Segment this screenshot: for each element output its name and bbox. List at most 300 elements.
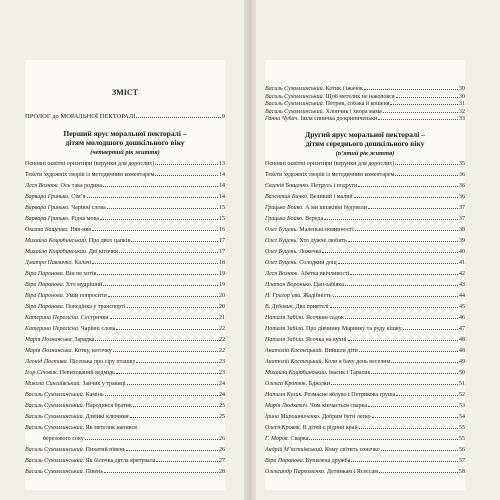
toc-entry[interactable] [265,469,465,476]
section1-subheading: (четвертий рік життя) [90,149,160,156]
toc-dot-leader [127,307,218,308]
toc-dot-leader [354,197,458,198]
toc-entry[interactable] [25,315,225,322]
toc-entry-author: Наталя Забіла. [265,337,305,343]
toc-entry[interactable] [265,271,465,278]
toc-entry[interactable] [265,260,465,267]
toc-dot-leader [396,97,458,98]
toc-entry-title: Ішла синичка до криниченьки [298,116,378,123]
toc-dot-leader [345,318,458,319]
toc-dot-leader [110,318,219,319]
toc-entry-title: Великий і малий [308,194,353,200]
toc-page-number: 56 [459,447,465,453]
toc-entry-author: Наталя Забіла. [265,315,305,321]
toc-entry[interactable] [25,282,225,289]
toc-entry-author: Василь Сухомлинський. [25,414,85,420]
toc-entry[interactable] [265,293,465,300]
toc-entry-author: Микола Сингаївський. [25,381,81,387]
toc-page-number: 22 [219,326,225,332]
toc-entry-title: Невихований ведмідь [58,370,115,376]
toc-entry[interactable] [265,348,465,355]
section2-heading-line2: дітям середнього дошкільного віку [305,139,425,148]
toc-entry[interactable] [265,458,465,465]
toc-page-number: 55 [459,425,465,431]
toc-dot-leader [113,351,218,352]
toc-dot-leader [107,208,218,209]
book-gutter [244,0,256,500]
toc-page-number: 19 [219,271,225,277]
toc-entry-title: Абетка ввічливості [299,271,350,277]
toc-entry-author: Віра Паронова. [25,282,65,288]
toc-entry[interactable] [25,238,225,245]
toc-entry-title: Щоб метелик не наколовся [324,93,395,100]
toc-entry[interactable] [25,249,225,256]
toc-entry-author: Катерина Перелісна. [25,326,80,332]
toc-page-number: 15 [219,205,225,211]
toc-entry-title: Тексти художніх творів із методичним коментарем [25,172,155,178]
toc-entry-author: Анатолій Костецький. [265,348,324,354]
section2-subheading: (п’ятий рік життя) [335,150,395,157]
toc-entry[interactable] [265,359,465,366]
toc-page-number: 50 [459,370,465,376]
toc-entry-title: Як метелик напився [84,425,137,431]
toc-page-number: 24 [219,392,225,398]
toc-entry-author: Євгенія Бащенко. [265,183,310,189]
toc-page-number: 37 [459,216,465,222]
toc-dot-leader [104,472,218,473]
toc-entry-author: Василь Сухомлинський. [265,93,325,100]
toc-entry-author: Віра Паронова. [25,304,65,310]
toc-entry[interactable] [265,425,465,432]
toc-dot-leader [359,351,458,352]
toc-entry-author: Ганна Чубач. [265,116,299,123]
toc-entry-author: Леонід Полтава. [25,359,69,365]
toc-entry[interactable] [25,205,225,212]
toc-entry[interactable] [265,392,465,399]
toc-entry-title: Кому світить сонечко [323,447,380,453]
toc-page-number: 19 [219,282,225,288]
toc-page-number: 57 [459,458,465,464]
toc-entry-author: Варвара Гринько. [25,205,70,211]
toc-entry[interactable] [265,205,465,212]
toc-entry[interactable] [25,227,225,234]
toc-dot-leader [119,252,218,253]
toc-entry-title: Рідна мова [69,216,99,222]
toc-entry-title: Маленькі повинності [297,227,354,233]
toc-page-number: 14 [219,194,225,200]
toc-entry[interactable] [25,161,225,168]
toc-entry[interactable] [25,183,225,190]
toc-entry-title: Калачі [72,260,92,266]
toc-entry[interactable] [25,271,225,278]
toc-entry[interactable] [265,183,465,190]
toc-entry-title: Про двох цапків [87,238,131,244]
toc-dot-leader [396,395,458,396]
toc-page-number: 35 [459,161,465,167]
toc-entry-title: Котку, коточку [72,348,112,354]
toc-page-number: 20 [219,293,225,299]
toc-entry-author: Олеся Кровяк. [265,425,302,431]
toc-entry-title: Ложечка [297,249,322,255]
toc-page-number: 51 [459,381,465,387]
toc-entry[interactable] [25,304,225,311]
toc-entry[interactable] [25,293,225,300]
toc-dot-leader [403,329,458,330]
toc-dot-leader [331,384,458,385]
toc-entry-author: Василь Сухомлинський. [265,108,325,115]
toc-entry-author: Грицько Бойко. [265,205,304,211]
toc-dot-leader [368,406,458,407]
toc-entry-author: Олександр Пархоменко. [265,469,326,475]
toc-entry[interactable] [25,392,225,399]
toc-page-number: 17 [219,238,225,244]
toc-entry-title: Пихатий півень [84,447,126,453]
toc-page-number: 30 [459,93,465,100]
toc-entry[interactable] [265,337,465,344]
toc-dot-leader [381,450,458,451]
toc-entry-author: Андрій М’ястківський. [265,447,324,453]
toc-entry-title: А ми шпаківні будували [303,205,367,211]
toc-entry[interactable] [265,304,465,311]
toc-entry[interactable] [25,458,225,465]
toc-dot-leader [103,186,218,187]
toc-page-number: 38 [459,227,465,233]
toc-page-number: 23 [219,370,225,376]
toc-dot-leader [127,384,218,385]
toc-page-number: 40 [459,249,465,255]
toc-entry-author: Платон Воронько. [265,282,313,288]
toc-page-number: 22 [219,348,225,354]
toc-entry[interactable] [265,326,465,333]
toc-entry-author: Михайло Коцюбинський. [265,370,328,376]
toc-entry-author: Катерина Перелісна. [25,315,80,321]
toc-entry-title: Поведінка у транспорті [64,304,126,310]
toc-entry[interactable] [25,359,225,366]
toc-entry[interactable] [265,238,465,245]
toc-dot-leader [100,219,218,220]
toc-entry[interactable] [25,348,225,355]
toc-entry[interactable] [25,216,225,223]
toc-entry[interactable] [265,94,465,101]
toc-entry-author: Леся Вознюк. [265,271,300,277]
toc-page-number: 58 [459,469,465,475]
toc-entry-author: Василь Сухомлинський. [25,425,85,431]
toc-entry[interactable] [25,403,225,410]
toc-dot-leader [156,461,218,462]
toc-page-number: 33 [459,116,465,123]
toc-dot-leader [322,252,458,253]
toc-entry-author: Олекса Кротюк. [265,381,308,387]
toc-entry-title: Сім’я [69,194,86,200]
toc-entry-author: Ірина Мирошниченко. [265,414,321,420]
toc-dot-leader [379,472,458,473]
toc-page-number: 28 [219,469,225,475]
toc-entry[interactable] [265,116,465,123]
toc-entry-title: Ясочка на кухні [304,337,347,343]
toc-entry-author: Дмитро Павличко. [25,260,73,266]
toc-entry-title: Як білочка дятла врятувала [84,458,156,464]
toc-page-number: 24 [219,381,225,387]
toc-entry[interactable] [265,436,465,443]
toc-page-number: 30 [459,86,465,92]
toc-entry-title: березового соку [43,436,84,442]
toc-dot-leader [155,164,218,165]
toc-page-number: 26 [219,436,225,442]
toc-entry[interactable] [265,161,465,168]
toc-entry[interactable] [25,260,225,267]
toc-page-number: 43 [459,282,465,288]
toc-entry[interactable] [25,337,225,344]
toc-page-number: 36 [459,183,465,189]
toc-entry-title: Бджілки [307,381,330,387]
toc-entry[interactable] [25,447,225,454]
toc-entry-author: Василь Сухомлинський. [265,86,325,92]
toc-entry-title: Дві кіточки [87,249,119,255]
toc-entry-title: Петрик, собака й кошеня [324,101,390,108]
toc-dot-leader [95,340,218,341]
toc-entry[interactable] [265,282,465,289]
toc-entry[interactable] [265,227,465,234]
toc-entry[interactable] [265,101,465,108]
toc-page-number: 36 [459,172,465,178]
toc-entry-author: Наталя Забіла. [265,326,305,332]
toc-entry-prolog[interactable]: ПРОЛОГ до МОРАЛЬНОЇ ПЕКТОРАЛІ 9 [25,113,225,120]
toc-entry[interactable] [265,447,465,454]
toc-entry[interactable] [265,172,465,179]
toc-entry[interactable] [25,414,225,421]
toc-entry-author: Олег Буцень. [265,249,298,255]
toc-entry-author: Наталя Кулик. [265,392,303,398]
toc-entry[interactable] [25,326,225,333]
toc-page-number: 46 [459,315,465,321]
toc-entry-title: Зайчик у травиці [80,381,126,387]
toc-dot-leader [351,461,458,462]
toc-dot-leader [338,263,458,264]
toc-entry-author: Василь Сухомлинський. [25,447,85,453]
toc-page-number: 14 [219,172,225,178]
toc-entry-title: Ясочкин садок [304,315,344,321]
toc-entry-title: Умій попросити [64,293,107,299]
toc-entry[interactable] [265,381,465,388]
toc-dot-leader [92,263,218,264]
toc-page-number: 22 [219,337,225,343]
toc-entry-author: Василь Сухомлинський. [25,458,85,464]
toc-dot-leader [324,219,458,220]
toc-dot-leader [395,164,458,165]
toc-dot-leader [103,285,218,286]
toc-dot-leader [355,230,458,231]
toc-entry-title: Основні освітні орієнтири (керунки для дорослих) [25,161,155,167]
toc-entry-title: Хто мудріший [64,282,103,288]
toc-page-number: 44 [459,293,465,299]
toc-entry[interactable] [265,86,465,93]
toc-dot-leader [372,417,458,418]
toc-page-number: 49 [459,359,465,365]
toc-entry-title: Котик і їжачок [324,86,363,92]
section1-heading-line2: дітям молодшого дошкільного віку [65,138,185,147]
toc-page-number: 25 [219,403,225,409]
toc-entry-title: Пісенька про сіру пташку [68,359,136,365]
toc-entry[interactable] [25,381,225,388]
toc-entry-title: Петрусь і подруги [309,183,358,189]
toc-entry-title: Купилена дружба [304,458,351,464]
toc-page-number: 13 [219,161,225,167]
toc-entry[interactable] [265,249,465,256]
toc-entry-title: Півень [84,469,104,475]
toc-entry-title: Розмасне яблуко і Петрикова груша [302,392,396,398]
toc-dot-leader [85,439,218,440]
toc-page-number: 52 [459,392,465,398]
toc-entry-title: Хлопчик і хвора мама [324,108,382,115]
toc-entry-title: Івасик і Тарасик [327,370,371,376]
toc-dot-leader [358,186,458,187]
toc-entry-author: Варвара Гринько. [25,216,70,222]
toc-entry[interactable] [265,414,465,421]
toc-entry-title: Вийшли діти [323,348,358,354]
toc-entry-title: Він не хотів [64,271,97,277]
toc-page-number: 31 [459,101,465,108]
toc-entry-author: Ігор Січовик. [25,370,59,376]
toc-dot-leader [378,119,458,120]
toc-entry-author: Олег Буцень. [265,227,298,233]
toc-entry-title: Дзвінкі ключики [84,414,129,420]
toc-entry-title: Чарівні слова [79,326,116,332]
toc-page-number: 45 [459,304,465,310]
toc-entry-title: Детинкам і Ясеєсам [325,469,378,475]
toc-page-number: 18 [219,260,225,266]
toc-dot-leader [391,362,458,363]
toc-entry-author: Грицько Бойко. [265,216,304,222]
toc-entry-author: Анатолій Костецький. [265,359,324,365]
toc-page-number: 39 [459,238,465,244]
toc-entry-title: Сестрички [79,315,109,321]
toc-page-number: 54 [459,414,465,420]
toc-page-number: 16 [219,227,225,233]
toc-entry-author: Михайло Коцюбинський. [25,238,88,244]
toc-dot-leader [130,417,218,418]
toc-entry[interactable] [25,370,225,377]
toc-page-number: 42 [459,271,465,277]
toc-page-number: 37 [459,205,465,211]
toc-entry[interactable] [265,403,465,410]
toc-entry-author: Василь Сухомлинський. [25,469,85,475]
toc-entry[interactable] [25,436,225,443]
toc-entry-title: Сварка [288,436,309,442]
toc-entry-author: Варвара Гринько. [25,194,70,200]
toc-entry-author: Віра Паронова. [25,293,65,299]
toc-entry-author: Олег Буцень. [265,238,298,244]
toc-entry-title: Вереда [303,216,324,222]
toc-entry[interactable] [25,469,225,476]
toc-dot-leader [350,274,458,275]
toc-dot-leader [126,450,218,451]
toc-entry[interactable] [25,194,225,201]
section2-heading-line1: Другий ярус моральної пекторалі – [305,130,425,139]
toc-entry-title: Тексти художніх творів із методичним коментарем [265,172,395,178]
toc-page-number: 27 [219,458,225,464]
toc-page-number: 53 [459,403,465,409]
toc-page-number: 20 [219,304,225,310]
toc-dot-leader [309,439,458,440]
toc-entry-title: Два приятелі [294,304,329,310]
toc-entry[interactable] [265,216,465,223]
toc-dot-leader [105,395,218,396]
toc-entry-title: Коли я бачу день веселим [323,359,391,365]
toc-entry-author: Марія Познанська. [25,337,73,343]
toc-page-number: 25 [219,414,225,420]
toc-dot-leader [92,230,218,231]
toc-entry-title: Солодкий дощ [297,260,337,266]
toc-dot-leader [116,329,218,330]
toc-entry-title: Цап-забіяка [312,282,344,288]
toc-page-number: 48 [459,337,465,343]
toc-entry-title: Камінь [84,392,104,398]
toc-entry[interactable] [265,109,465,116]
toc-entry-author: Василь Сухомлинський. [265,101,325,108]
toc-page-number: 14 [219,183,225,189]
toc-entry[interactable] [25,425,225,432]
toc-page-number: 48 [459,348,465,354]
toc-entry-author: Оксана Бащенко. [25,227,69,233]
toc-dot-leader [87,197,219,198]
toc-entry-author: Валентин Бичко. [265,194,309,200]
toc-entry-title: Ось така родина [59,183,103,189]
toc-dot-leader [368,208,458,209]
toc-entry-title: Народився братик [84,403,132,409]
toc-page-number: 26 [219,447,225,453]
toc-entry-author: Василь Сухомлинський. [25,403,85,409]
toc-entry-author: Віра Паронова. [25,271,65,277]
toc-page-number: 36 [459,194,465,200]
toc-entry-author: Марія Познанська. [25,348,73,354]
toc-entry-author: Г. Моров. [265,436,289,442]
left-page [25,60,225,490]
toc-dot-leader [131,241,218,242]
toc-dot-leader [348,340,458,341]
toc-entry-title: Хто дужче любить [297,238,347,244]
toc-entry[interactable] [265,370,465,377]
toc-entry-author: Марія Людкевич. [265,403,309,409]
right-page [265,60,465,490]
toc-entry-title: Чарівні слова [69,205,106,211]
toc-dot-leader [359,428,458,429]
toc-dot-leader [364,89,458,90]
toc-dot-leader [330,307,458,308]
toc-entry-title: Зарядка [72,337,95,343]
toc-dot-leader [155,175,218,176]
toc-entry-author: Олег Буцень. [265,260,298,266]
toc-dot-leader [136,362,218,363]
toc-entry[interactable] [25,172,225,179]
toc-dot-leader [390,104,458,105]
toc-entry-title: Чом кінчається сварка [308,403,367,409]
toc-entry[interactable] [265,315,465,322]
toc-page-number: 23 [219,359,225,365]
section1-heading-line1: Перший ярус моральної пекторалі – [63,129,187,138]
toc-page-number: 15 [219,216,225,222]
toc-dot-leader [333,296,458,297]
toc-entry-title: Няв-няв [68,227,92,233]
toc-entry-title: Добрим бути легко [320,414,371,420]
toc-title: ЗМІСТ [112,88,138,97]
toc-dot-leader [108,296,218,297]
toc-page-number: 21 [219,315,225,321]
toc-entry-author: Михайло Коцюбинський. [25,249,88,255]
toc-entry[interactable] [265,194,465,201]
toc-dot-leader [395,175,458,176]
toc-entry-title: В дітей є рідний край [301,425,358,431]
toc-entry-author: В. Дубовик. [265,304,294,310]
